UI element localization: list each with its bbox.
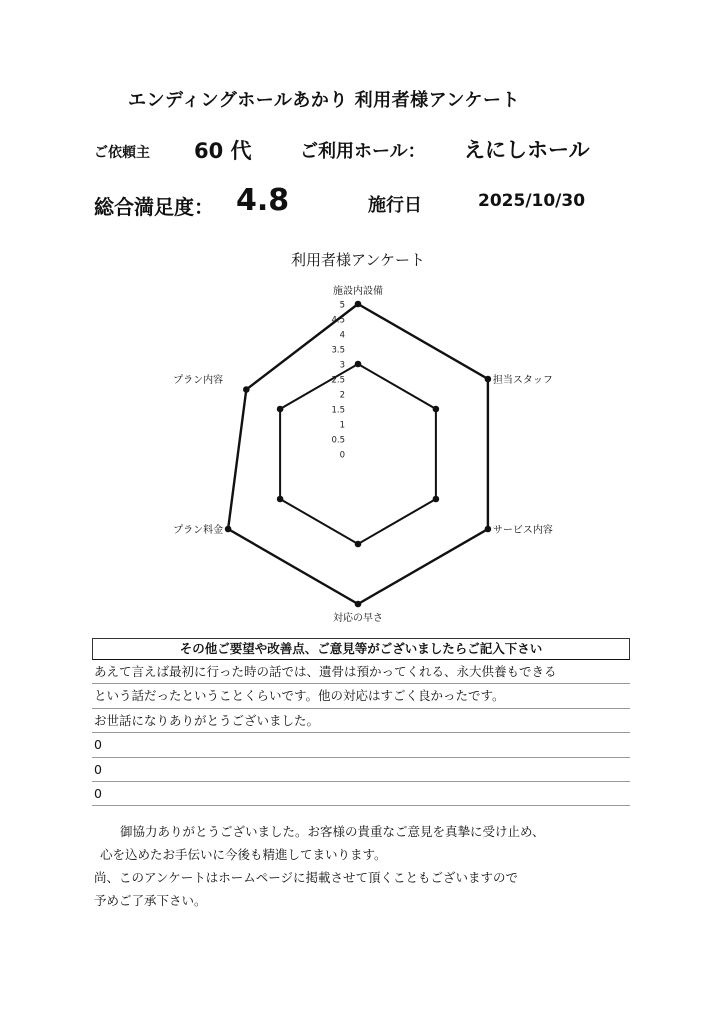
closing-line: 御協力ありがとうございました。お客様の貴重なご意見を真摯に受け止め、 bbox=[120, 824, 545, 839]
series-line bbox=[228, 304, 488, 604]
tick-label: 4 bbox=[339, 330, 345, 341]
closing-line: 心を込めたお手伝いに今後も精進してまいります。 bbox=[100, 847, 387, 862]
axis-label: 対応の早さ bbox=[333, 613, 383, 624]
axis-label: サービス内容 bbox=[492, 525, 553, 536]
data-point bbox=[433, 496, 440, 503]
closing-line: 尚、このアンケートはホームページに掲載させて頂くこともございますので bbox=[94, 870, 519, 885]
tick-label: 3 bbox=[339, 360, 345, 371]
comment-line: 0 bbox=[92, 758, 630, 782]
comment-line: お世話になりありがとうございました。 bbox=[92, 709, 630, 733]
comment-line: 0 bbox=[92, 782, 630, 806]
axis-label: 施設内設備 bbox=[333, 286, 383, 297]
satisfaction-label: 総合満足度： bbox=[94, 195, 214, 219]
data-point bbox=[433, 406, 440, 413]
comment-line: という話だったということくらいです。他の対応はすごく良かったです。 bbox=[92, 684, 630, 708]
comments-section bbox=[92, 638, 630, 806]
comment-line: 0 bbox=[92, 733, 630, 757]
tick-label: 2.5 bbox=[331, 375, 345, 386]
axis-label: プラン内容 bbox=[173, 375, 224, 386]
tick-label: 5 bbox=[339, 300, 345, 311]
closing-message bbox=[94, 820, 614, 912]
data-point bbox=[355, 301, 362, 308]
tick-label: 1.5 bbox=[331, 405, 345, 416]
axis-label: プラン料金 bbox=[173, 525, 224, 536]
closing-line: 予めご了承下さい。 bbox=[94, 893, 207, 908]
axis-label: 担当スタッフ bbox=[492, 375, 553, 386]
comment-line: あえて言えば最初に行った時の話では、遺骨は預かってくれる、永大供養もできる bbox=[92, 660, 630, 684]
data-point bbox=[355, 601, 362, 608]
requester-value: 60 代 bbox=[194, 139, 252, 163]
chart-title: 利用者様アンケート bbox=[290, 251, 426, 269]
requester-label: ご依頼主 bbox=[94, 145, 150, 161]
tick-label: 4.5 bbox=[331, 315, 345, 326]
data-point bbox=[355, 541, 362, 548]
document-title: エンディングホールあかり 利用者様アンケート bbox=[128, 90, 521, 111]
hall-value: えにしホール bbox=[464, 138, 590, 162]
date-value: 2025/10/30 bbox=[478, 191, 586, 211]
data-point bbox=[243, 386, 250, 393]
tick-label: 2 bbox=[339, 390, 345, 401]
data-point bbox=[277, 496, 284, 503]
series-line bbox=[280, 364, 436, 544]
data-point bbox=[485, 526, 492, 533]
data-point bbox=[277, 406, 284, 413]
data-point bbox=[225, 526, 232, 533]
data-point bbox=[485, 376, 492, 383]
tick-label: 0.5 bbox=[331, 435, 345, 446]
radar-chart bbox=[150, 245, 580, 630]
data-point bbox=[355, 361, 362, 368]
comments-header: その他ご要望や改善点、ご意見等がございましたらご記入下さい bbox=[92, 638, 630, 660]
date-label: 施行日 bbox=[368, 195, 422, 216]
tick-label: 0 bbox=[339, 450, 345, 461]
tick-label: 3.5 bbox=[331, 345, 345, 356]
satisfaction-value: 4.8 bbox=[236, 183, 290, 218]
hall-label: ご利用ホール： bbox=[300, 141, 426, 162]
tick-label: 1 bbox=[339, 420, 345, 431]
